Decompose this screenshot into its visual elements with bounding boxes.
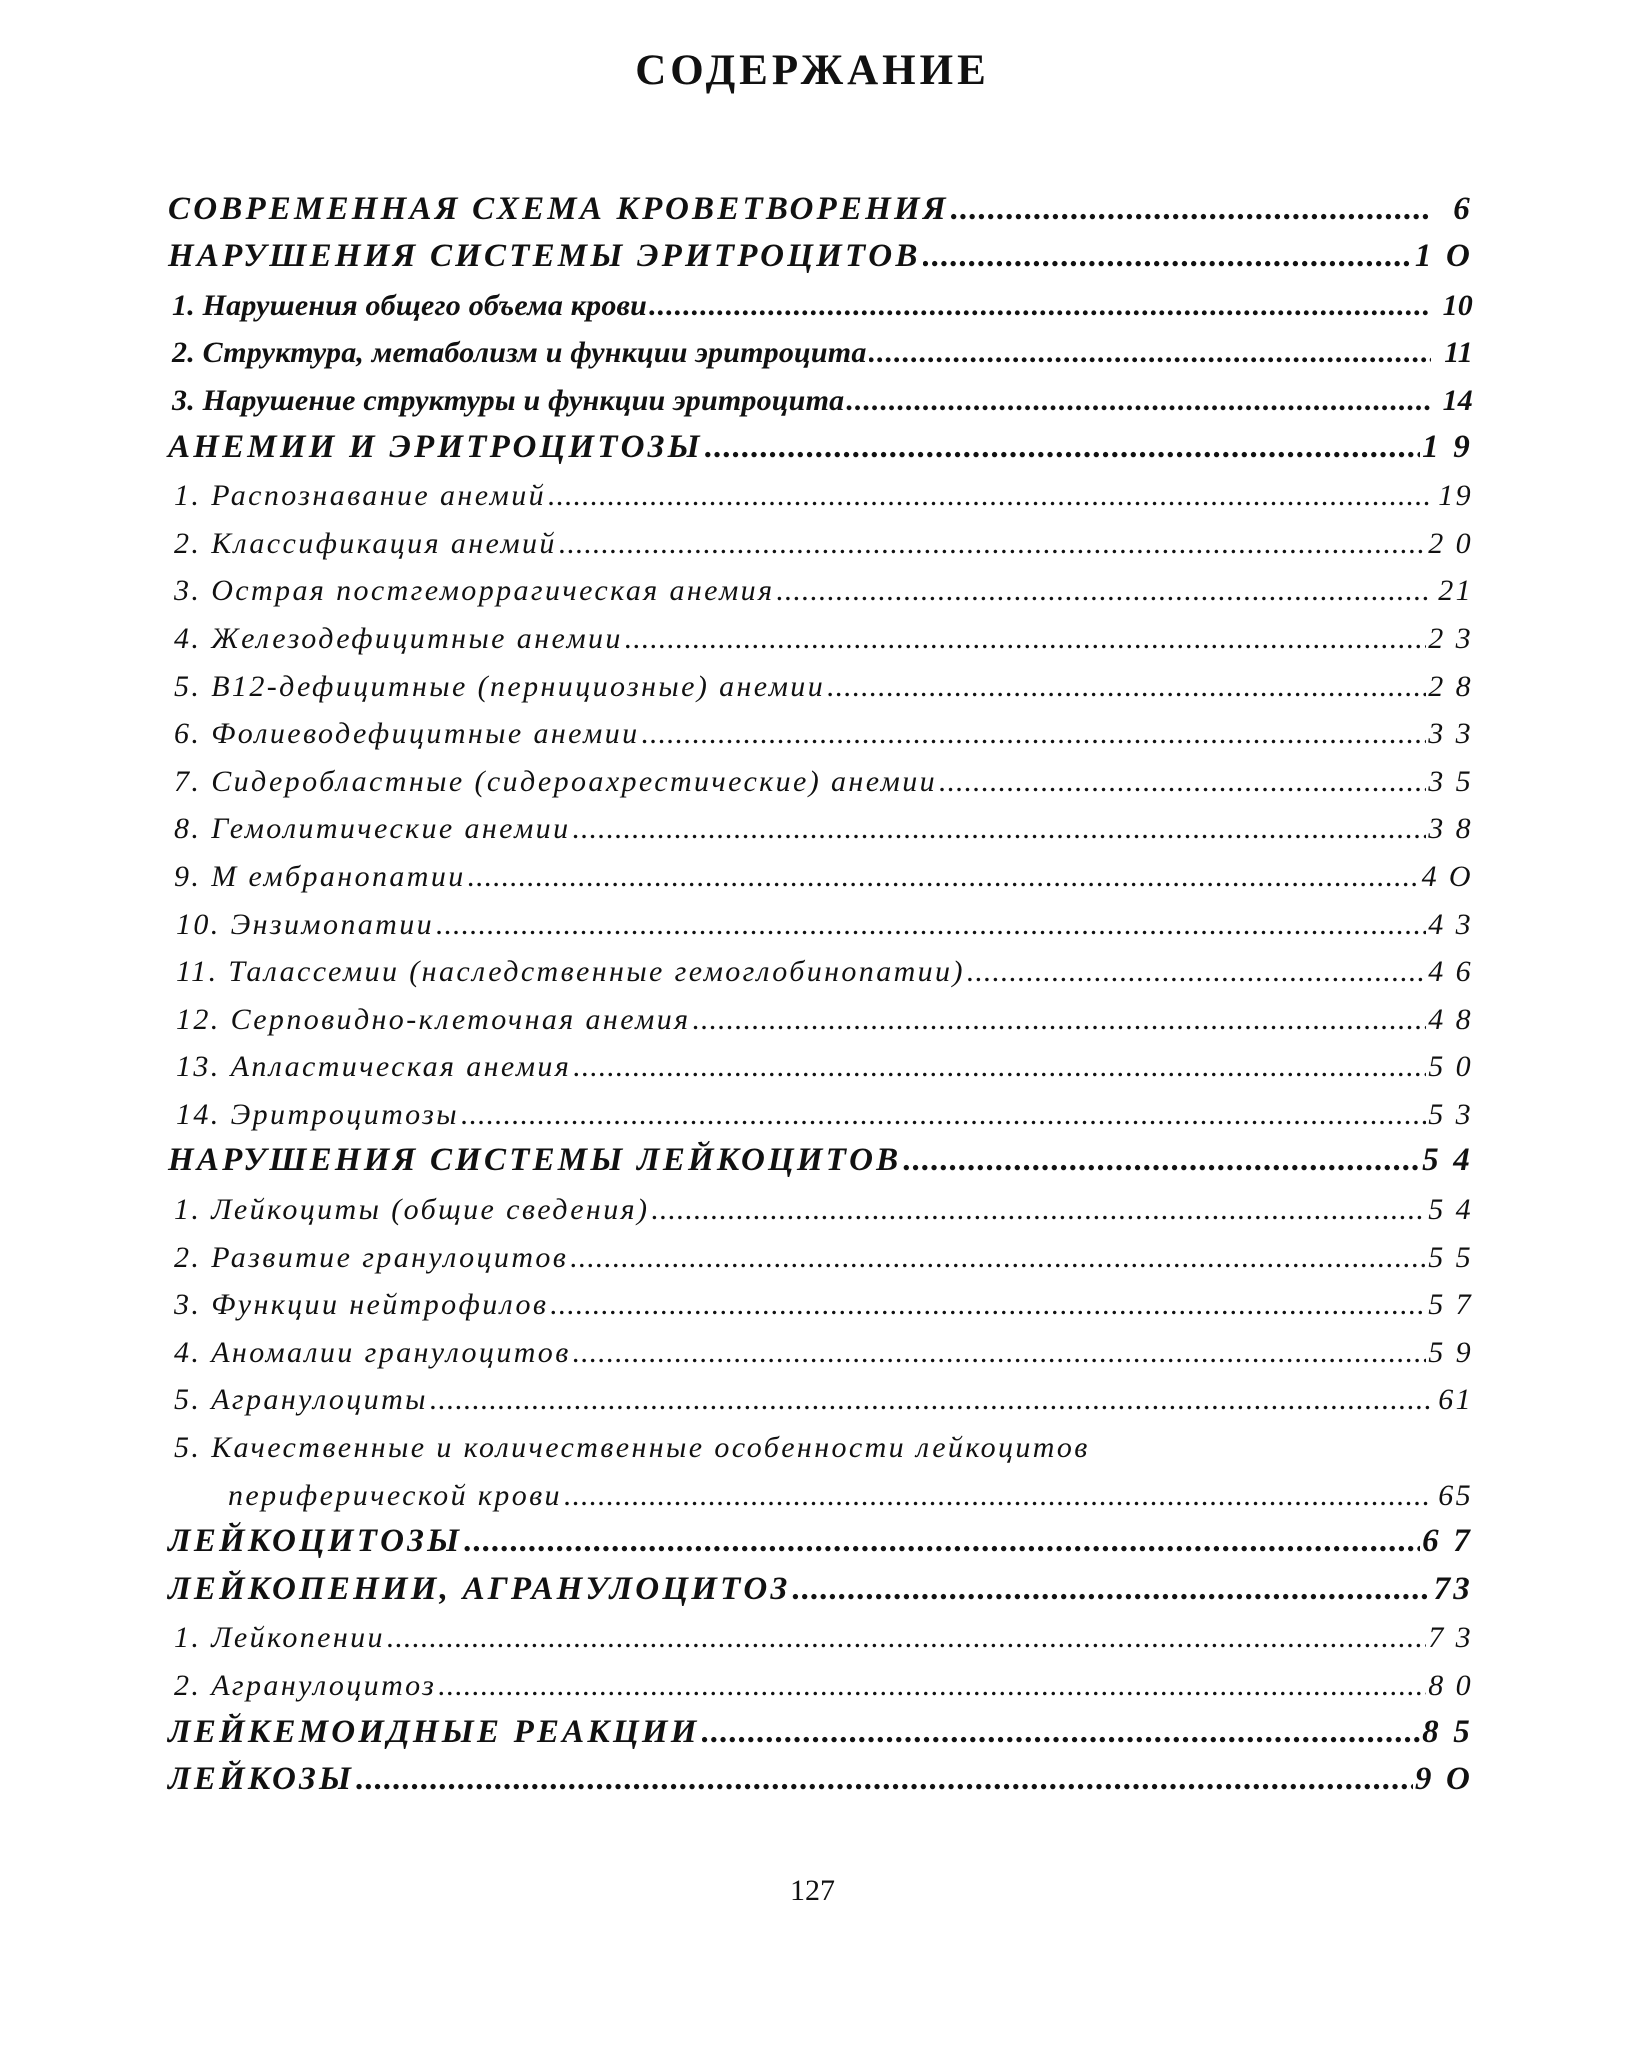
- toc-entry-label: 12. Серповидно-клеточная анемия: [176, 1002, 691, 1036]
- toc-entry: [168, 995, 1473, 1043]
- toc-entry-label: 2. Агранулоцитоз: [174, 1669, 437, 1702]
- toc-entry: [168, 281, 1473, 329]
- toc-entry-page: 3 5: [1428, 764, 1473, 798]
- toc-entry-label: 1. Распознавание анемий: [174, 479, 547, 513]
- dot-leader: [436, 908, 1426, 942]
- toc-entry-label: 2. Структура, метаболизм и функции эритроцита: [172, 336, 867, 370]
- dot-leader: [464, 1523, 1420, 1560]
- toc-entry: [168, 519, 1473, 567]
- toc-entry-page: 5 4: [1428, 1193, 1473, 1227]
- toc-entry-page: 8 5: [1422, 1713, 1473, 1750]
- toc-entry: [168, 948, 1473, 996]
- toc-entry-label: ЛЕЙКОЗЫ: [168, 1761, 355, 1798]
- dot-leader: [776, 574, 1431, 608]
- toc-entry-label: 7. Сидеробластные (сидероахрестические) анемии: [174, 764, 938, 798]
- toc-entry-page: 1 9: [1422, 428, 1473, 465]
- dot-leader: [572, 812, 1426, 846]
- toc-entry: [168, 710, 1473, 758]
- dot-leader: [869, 336, 1431, 370]
- dot-leader: [651, 1193, 1426, 1227]
- toc-entry-page: 7 3: [1428, 1621, 1473, 1655]
- toc-entry-page: 3 8: [1428, 812, 1473, 846]
- toc-entry-label: 1. Лейкоциты (общие сведения): [174, 1193, 650, 1227]
- dot-leader: [692, 1003, 1426, 1037]
- toc-entry: [168, 1376, 1473, 1424]
- toc-entry: [168, 186, 1473, 234]
- toc-entry-page: 1 О: [1414, 238, 1473, 275]
- dot-leader: [573, 1336, 1427, 1370]
- toc-entry-page: 4 6: [1428, 955, 1473, 989]
- dot-leader: [468, 860, 1420, 894]
- toc-entry-label: 9. М ембранопатии: [174, 859, 466, 893]
- toc-entry: [168, 472, 1473, 520]
- toc-entry-label: 3. Функции нейтрофилов: [174, 1288, 549, 1322]
- toc-entry: [168, 234, 1473, 282]
- toc-entry: [168, 1043, 1473, 1091]
- toc-entry-label: 14. Эритроцитозы: [176, 1097, 459, 1131]
- toc-entry: [168, 900, 1473, 948]
- toc-entry: [168, 805, 1473, 853]
- toc-entry: [168, 662, 1473, 710]
- toc-entry-page: 73: [1433, 1570, 1473, 1607]
- dot-leader: [438, 1669, 1426, 1703]
- toc-entry-page: 61: [1438, 1383, 1473, 1417]
- toc-entry-page: 11: [1444, 336, 1473, 370]
- toc-entry-label: СОВРЕМЕННАЯ СХЕМА КРОВЕТВОРЕНИЯ: [168, 190, 949, 227]
- toc-entry-page: 5 5: [1428, 1240, 1473, 1274]
- toc-entry: [168, 1138, 1473, 1186]
- toc-entry-label: 3. Нарушение структуры и функции эритроцита: [172, 383, 845, 417]
- dot-leader: [903, 1142, 1420, 1179]
- toc-entry: [168, 852, 1473, 900]
- toc-entry-page: 14: [1442, 383, 1473, 417]
- toc-entry-label: 13. Апластическая анемия: [176, 1050, 572, 1084]
- toc-entry: [168, 567, 1473, 615]
- toc-entry-label: ЛЕЙКОЦИТОЗЫ: [168, 1523, 463, 1560]
- page-title: СОДЕРЖАНИЕ: [635, 47, 990, 94]
- toc-entry-page: 6 7: [1422, 1523, 1473, 1560]
- dot-leader: [649, 289, 1431, 323]
- toc-entry-label: 3. Острая постгеморрагическая анемия: [174, 574, 775, 608]
- page-number: 127: [790, 1874, 835, 1907]
- toc-entry-label: 5. Качественные и количественные особенности лейкоцитов: [174, 1431, 1090, 1465]
- toc-entry-label: 4. Железодефицитные анемии: [174, 621, 623, 655]
- toc-entry-label: 5. В12-дефицитные (пернициозные) анемии: [174, 669, 826, 703]
- dot-leader: [923, 238, 1413, 275]
- dot-leader: [356, 1761, 1413, 1798]
- toc-entry-page: 4 3: [1428, 907, 1473, 941]
- dot-leader: [461, 1098, 1426, 1132]
- toc-entry: [168, 329, 1473, 377]
- toc-entry-label: 6. Фолиеводефицитные анемии: [174, 717, 640, 751]
- dot-leader: [573, 1050, 1426, 1084]
- toc-entry-page: 65: [1438, 1478, 1473, 1512]
- dot-leader: [625, 622, 1427, 656]
- toc-entry: [168, 1471, 1473, 1519]
- dot-leader: [548, 479, 1431, 513]
- dot-leader: [846, 384, 1431, 418]
- toc-entry-page: 4 О: [1421, 859, 1473, 893]
- toc-entry: [168, 757, 1473, 805]
- dot-leader: [827, 670, 1426, 704]
- toc-entry: [168, 1614, 1473, 1662]
- toc-entry: [168, 1423, 1473, 1471]
- toc-entry: [168, 376, 1473, 424]
- toc-entry-label: 10. Энзимопатии: [176, 907, 435, 941]
- dot-leader: [564, 1479, 1431, 1513]
- toc-entry-page: 5 0: [1428, 1050, 1473, 1084]
- toc-entry-label: 5. Агранулоциты: [174, 1383, 428, 1417]
- toc-entry-page: 2 8: [1428, 669, 1473, 703]
- toc-entry-label: 4. Аномалии гранулоцитов: [174, 1335, 571, 1369]
- toc-entry-label: 2. Классификация анемий: [174, 526, 557, 560]
- toc-entry-page: 8 0: [1428, 1669, 1473, 1702]
- toc-entry-label: НАРУШЕНИЯ СИСТЕМЫ ЛЕЙКОЦИТОВ: [168, 1142, 902, 1179]
- toc-entry-page: 10: [1442, 288, 1473, 322]
- dot-leader: [642, 717, 1427, 751]
- dot-leader: [939, 765, 1426, 799]
- toc-entry: [168, 1566, 1473, 1614]
- dot-leader: [967, 955, 1426, 989]
- dot-leader: [570, 1241, 1426, 1275]
- dot-leader: [387, 1621, 1426, 1655]
- toc-entry: [168, 1185, 1473, 1233]
- toc-entry-page: 21: [1438, 574, 1473, 608]
- toc-entry-label: 2. Развитие гранулоцитов: [174, 1240, 569, 1274]
- toc-entry-label: ЛЕЙКЕМОИДНЫЕ РЕАКЦИИ: [168, 1713, 700, 1750]
- dot-leader: [550, 1288, 1426, 1322]
- toc-entry-label: НАРУШЕНИЯ СИСТЕМЫ ЭРИТРОЦИТОВ: [168, 238, 921, 275]
- toc-entry: [168, 1519, 1473, 1567]
- toc-entry-label: 11. Талассемии (наследственные гемоглобинопатии): [176, 955, 965, 989]
- toc-entry-page: 3 3: [1428, 717, 1473, 751]
- toc-entry-label: ЛЕЙКОПЕНИИ, АГРАНУЛОЦИТОЗ: [168, 1570, 791, 1607]
- toc-entry-page: 9 О: [1414, 1761, 1473, 1798]
- toc-entry-label: АНЕМИИ И ЭРИТРОЦИТОЗЫ: [168, 428, 703, 465]
- toc-entry-label: периферической крови: [228, 1478, 562, 1512]
- toc-entry: [168, 1233, 1473, 1281]
- toc-entry-page: 5 9: [1428, 1335, 1473, 1369]
- toc-entry-label: 1. Лейкопении: [174, 1621, 385, 1655]
- toc-entry-label: 1. Нарушения общего объема крови: [172, 288, 648, 322]
- toc-entry-page: 5 7: [1428, 1288, 1473, 1322]
- toc-entry-page: 2 3: [1428, 621, 1473, 655]
- toc-entry-page: 4 8: [1428, 1002, 1473, 1036]
- toc-entry: [168, 1328, 1473, 1376]
- dot-leader: [951, 191, 1431, 228]
- toc-entry-page: 6: [1453, 190, 1473, 227]
- toc-entry-page: 19: [1438, 479, 1473, 513]
- toc-entry-page: 5 3: [1428, 1097, 1473, 1131]
- toc-entry: [168, 614, 1473, 662]
- toc-entry: [168, 1090, 1473, 1138]
- table-of-contents: [168, 186, 1473, 1804]
- toc-entry: [168, 1281, 1473, 1329]
- toc-entry: [168, 1661, 1473, 1709]
- dot-leader: [430, 1383, 1431, 1417]
- toc-entry-page: 5 4: [1422, 1142, 1473, 1179]
- toc-entry: [168, 424, 1473, 472]
- toc-entry-label: 8. Гемолитические анемии: [174, 812, 571, 846]
- dot-leader: [702, 1714, 1421, 1751]
- dot-leader: [559, 527, 1426, 561]
- toc-entry: [168, 1757, 1473, 1805]
- toc-entry-page: 2 0: [1428, 526, 1473, 560]
- toc-entry: [168, 1709, 1473, 1757]
- dot-leader: [705, 429, 1420, 466]
- dot-leader: [792, 1571, 1431, 1608]
